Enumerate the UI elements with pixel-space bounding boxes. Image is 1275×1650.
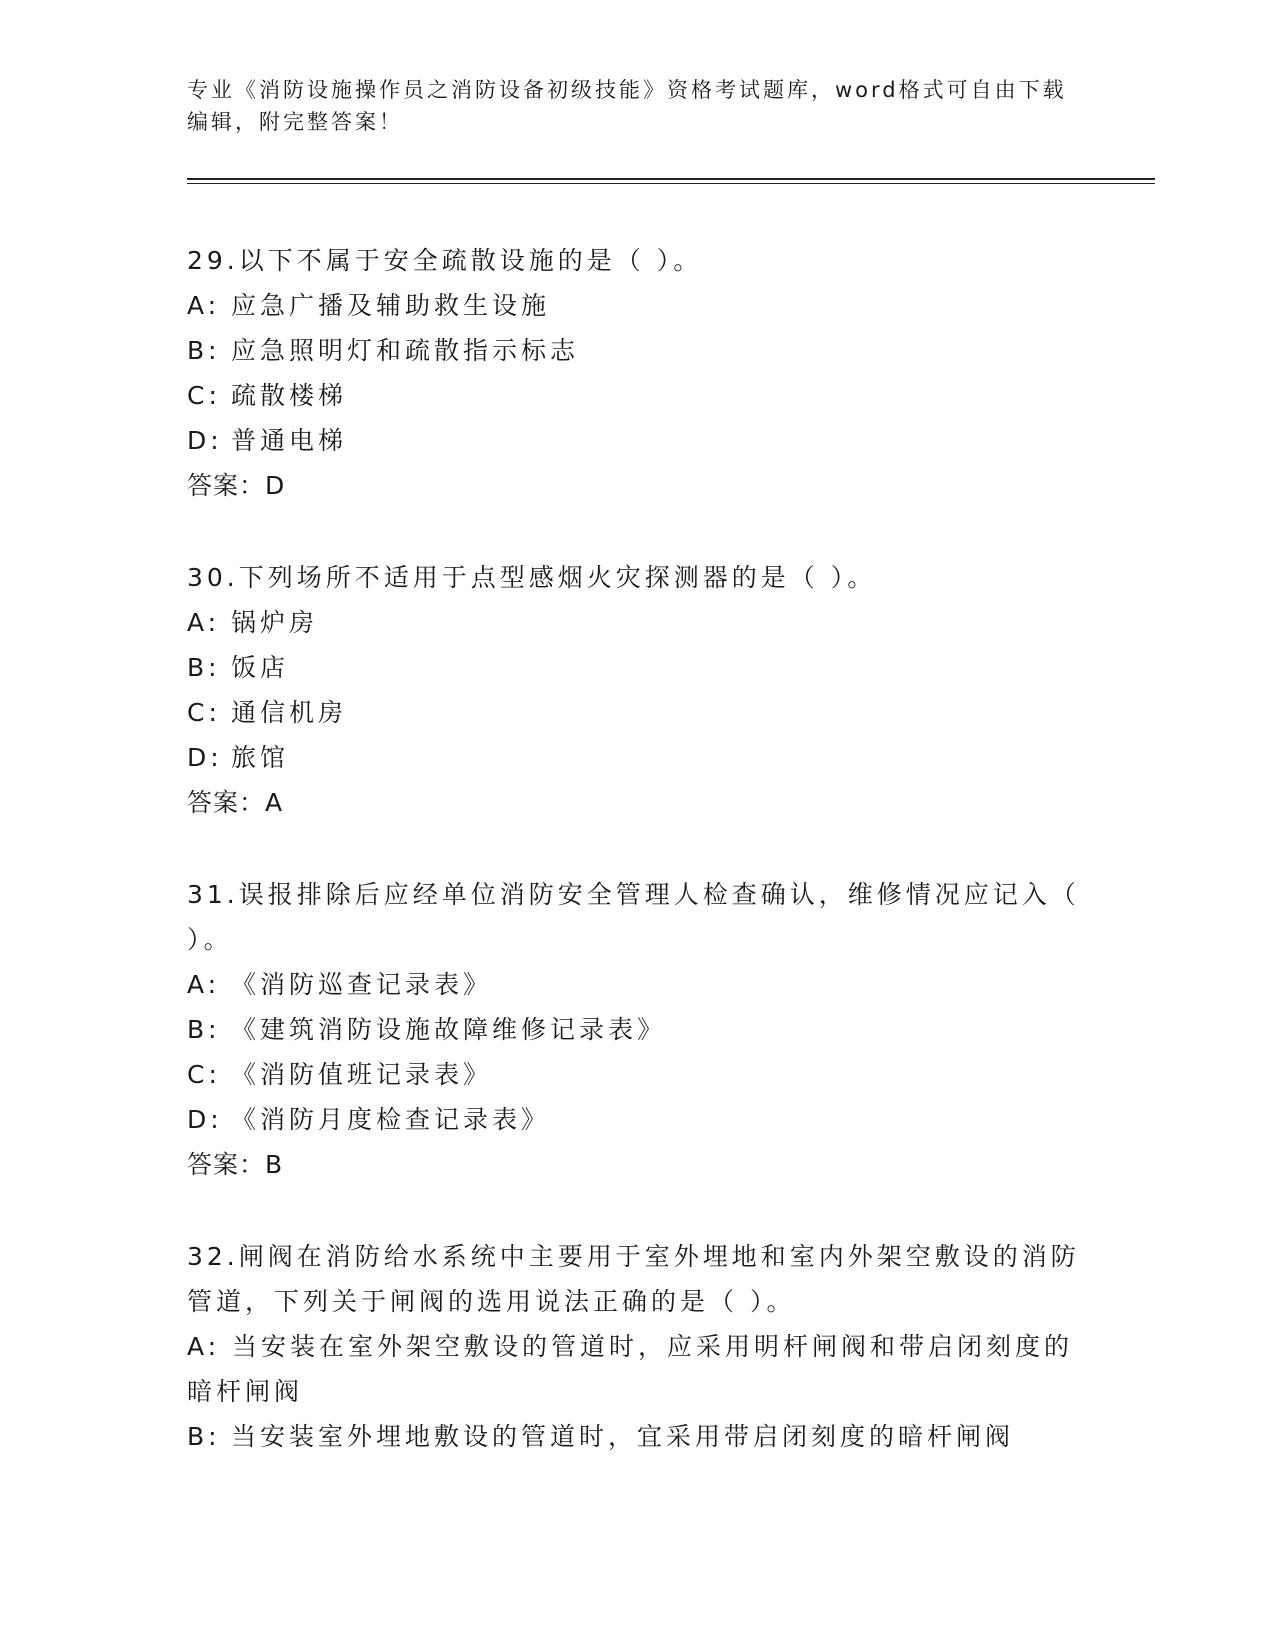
option-c (187, 690, 1087, 735)
option-text: 普通电梯 (231, 426, 348, 455)
option-c (187, 1052, 1087, 1097)
option-letter: B: (187, 1015, 221, 1044)
option-letter: D: (187, 743, 223, 772)
option-a (187, 600, 1087, 645)
answer-line: 答案：D (187, 471, 286, 500)
option-text: 《消防值班记录表》 (231, 1060, 493, 1089)
option-d (187, 1097, 1087, 1142)
option-letter: B: (187, 653, 221, 682)
option-letter: D: (187, 1105, 223, 1134)
question-29 (187, 238, 1087, 508)
option-a (187, 283, 1087, 328)
option-text: 当安装室外埋地敷设的管道时，宜采用带启闭刻度的暗杆闸阀 (231, 1422, 1015, 1451)
question-stem: 31.误报排除后应经单位消防安全管理人检查确认，维修情况应记入（ ）。 (187, 880, 1080, 954)
option-b (187, 645, 1087, 690)
option-text: 《消防月度检查记录表》 (231, 1105, 551, 1134)
option-letter: C: (187, 698, 221, 727)
option-b (187, 328, 1087, 373)
question-32 (187, 1234, 1087, 1459)
option-c (187, 373, 1087, 418)
option-d (187, 735, 1087, 780)
option-letter: B: (187, 336, 221, 365)
option-text: 应急广播及辅助救生设施 (231, 291, 551, 320)
option-b (187, 1007, 1087, 1052)
option-text: 通信机房 (231, 698, 348, 727)
header-divider-thin (187, 183, 1155, 184)
question-31 (187, 872, 1087, 1187)
document-header-text: 专业《消防设施操作员之消防设备初级技能》资格考试题库，word格式可自由下载编辑，附完整答案！ (187, 78, 1067, 134)
option-text: 旅馆 (231, 743, 290, 772)
option-letter: A: (187, 608, 221, 637)
question-30 (187, 555, 1087, 825)
header-divider-thick (187, 178, 1155, 180)
option-letter: A: (187, 970, 221, 999)
option-text: 《建筑消防设施故障维修记录表》 (231, 1015, 667, 1044)
option-letter: A: (187, 1332, 221, 1361)
question-list (187, 238, 1087, 1506)
option-d (187, 418, 1087, 463)
option-text: 锅炉房 (231, 608, 319, 637)
option-b (187, 1414, 1087, 1459)
option-text: 应急照明灯和疏散指示标志 (231, 336, 580, 365)
option-letter: D: (187, 426, 223, 455)
option-letter: B: (187, 1422, 221, 1451)
option-letter: A: (187, 291, 221, 320)
option-text: 饭店 (231, 653, 290, 682)
option-text: 疏散楼梯 (231, 381, 348, 410)
question-stem: 32.闸阀在消防给水系统中主要用于室外埋地和室内外架空敷设的消防管道，下列关于闸阀的选用说法正确的是（ ）。 (187, 1242, 1080, 1316)
option-letter: C: (187, 1060, 221, 1089)
answer-line: 答案：B (187, 1150, 284, 1179)
question-stem: 30.下列场所不适用于点型感烟火灾探测器的是（ ）。 (187, 563, 877, 592)
option-a (187, 962, 1087, 1007)
option-letter: C: (187, 381, 221, 410)
option-text: 《消防巡查记录表》 (231, 970, 493, 999)
option-a (187, 1324, 1087, 1414)
question-stem: 29.以下不属于安全疏散设施的是（ ）。 (187, 246, 703, 275)
answer-line: 答案：A (187, 788, 284, 817)
option-text: 当安装在室外架空敷设的管道时，应采用明杆闸阀和带启闭刻度的暗杆闸阀 (187, 1332, 1074, 1406)
